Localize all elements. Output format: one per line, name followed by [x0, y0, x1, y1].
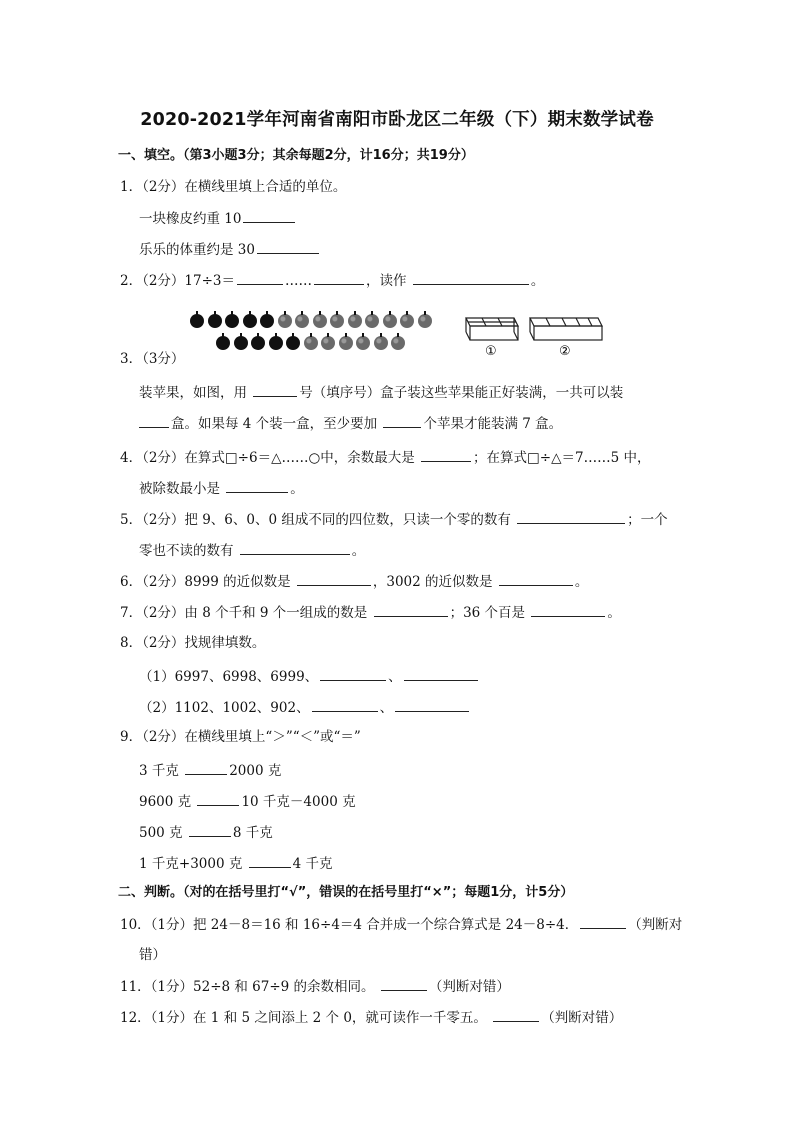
apple-stem	[336, 311, 338, 315]
apple-stem	[249, 311, 251, 315]
apple-stem	[327, 333, 329, 337]
answer-blank[interactable]	[421, 447, 471, 462]
box-2-drawing	[530, 318, 602, 340]
question-3-line-1	[139, 382, 623, 403]
apple-stem	[292, 333, 294, 337]
apple-stem	[397, 333, 399, 337]
answer-blank[interactable]	[413, 270, 529, 285]
apple-stem	[275, 333, 277, 337]
question-2-text: 2．（2分）17÷3＝	[120, 273, 236, 289]
question-10-line-2: 错）	[139, 947, 166, 963]
apple-stem	[319, 311, 321, 315]
apple-stem	[354, 311, 356, 315]
question-5-text-d: 。	[351, 543, 366, 559]
answer-blank[interactable]	[249, 853, 291, 868]
question-5-text-b: ；一个	[627, 512, 668, 528]
boxes-figure	[458, 310, 608, 360]
separator: 、	[388, 669, 402, 685]
answer-blank[interactable]	[257, 239, 319, 254]
apple-icon	[330, 314, 344, 328]
answer-blank[interactable]	[374, 602, 448, 617]
apple-icon	[356, 336, 370, 350]
apple-icon	[295, 314, 309, 328]
apple-icon	[313, 314, 327, 328]
answer-blank[interactable]	[531, 602, 605, 617]
compare-right: 10 千克－4000 克	[241, 794, 356, 810]
apple-icon	[251, 336, 265, 350]
answer-blank[interactable]	[580, 914, 626, 929]
compare-left: 3 千克	[139, 763, 179, 779]
box-2-label: ②	[559, 344, 571, 359]
compare-left: 1 千克+3000 克	[139, 856, 243, 872]
question-8-part-1	[139, 666, 480, 687]
question-4-text-d: 。	[290, 481, 304, 497]
apple-stem	[389, 311, 391, 315]
apple-icon	[260, 314, 274, 328]
apple-icon	[365, 314, 379, 328]
question-2-read-as: ，读作	[366, 273, 407, 289]
apple-stem	[284, 311, 286, 315]
apple-stem	[222, 333, 224, 337]
apple-stem	[406, 311, 408, 315]
apple-stem	[345, 333, 347, 337]
question-9-row-3	[139, 822, 273, 843]
question-9-row-1	[139, 760, 281, 781]
apple-icon	[208, 314, 222, 328]
question-4-text-a: 4．（2分）在算式□÷6＝△……○中，余数最大是	[120, 450, 415, 466]
apple-icon	[383, 314, 397, 328]
compare-right: 4 千克	[292, 856, 333, 872]
apple-icon	[225, 314, 239, 328]
answer-blank[interactable]	[499, 571, 573, 586]
question-2-end: 。	[530, 273, 545, 289]
question-2-dots: ……	[285, 273, 313, 289]
answer-blank[interactable]	[493, 1007, 539, 1022]
apple-icon	[400, 314, 414, 328]
question-1-item-b-text: 乐乐的体重约是 30	[139, 242, 255, 258]
question-11-text: 11．（1分）52÷8 和 67÷9 的余数相同。	[120, 979, 375, 995]
question-6-text-c: 。	[574, 574, 589, 590]
question-3-line-2	[139, 413, 562, 434]
question-6	[120, 571, 588, 592]
question-12-judge: （判断对错）	[541, 1010, 623, 1026]
apple-stem	[362, 333, 364, 337]
apple-icon	[190, 314, 204, 328]
apple-stem	[266, 311, 268, 315]
question-7-text-c: 。	[607, 605, 621, 621]
question-1-stem: 1．（2分）在横线里填上合适的单位。	[120, 179, 347, 195]
question-5-text-c: 零也不读的数有	[139, 543, 234, 559]
question-1-item-b	[139, 239, 321, 260]
apple-stem	[380, 333, 382, 337]
question-9-row-4	[139, 853, 333, 874]
apple-icon	[286, 336, 300, 350]
question-8-sequence-2: （2）1102、1002、902、	[139, 700, 310, 716]
section-heading-true-false: 二、判断。（对的在括号里打“√”，错误的在括号里打“×”；每题1分，计5分）	[118, 885, 574, 900]
apple-icon	[278, 314, 292, 328]
answer-blank[interactable]	[185, 760, 227, 775]
apple-stem	[424, 311, 426, 315]
question-8-stem: 8．（2分）找规律填数。	[120, 635, 266, 651]
question-3-text-a: 装苹果，如图，用	[139, 385, 247, 401]
answer-blank[interactable]	[404, 666, 478, 681]
section-heading-fill-in: 一、填空。（第3小题3分；其余每题2分，计16分；共19分）	[118, 148, 474, 163]
question-10-text: 10．（1分）把 24－8＝16 和 16÷4＝4 合并成一个综合算式是 24－8÷4．	[120, 917, 579, 933]
answer-blank[interactable]	[312, 697, 378, 712]
apple-icon	[391, 336, 405, 350]
question-4-line-2	[139, 478, 304, 499]
apple-icon	[321, 336, 335, 350]
question-10-judge: （判断对	[628, 917, 683, 933]
apple-icon	[243, 314, 257, 328]
apple-stem	[301, 311, 303, 315]
question-4-text-b: ；在算式□÷△＝7……5 中，	[473, 450, 651, 466]
question-9-stem: 9．（2分）在横线里填上“＞”“＜”或“＝”	[120, 729, 361, 745]
answer-blank[interactable]	[197, 791, 239, 806]
question-10-line-1	[120, 914, 682, 935]
question-11	[120, 976, 510, 997]
answer-blank[interactable]	[314, 270, 364, 285]
question-6-text-b: ，3002 的近似数是	[372, 574, 493, 590]
question-4-line-1	[120, 447, 650, 468]
question-8-part-2	[139, 697, 471, 718]
answer-blank[interactable]	[297, 571, 371, 586]
answer-blank[interactable]	[395, 697, 469, 712]
apple-stem	[196, 311, 198, 315]
apples-figure	[190, 310, 440, 356]
question-7-text-a: 7．（2分）由 8 个千和 9 个一组成的数是	[120, 605, 368, 621]
question-1-item-a	[139, 208, 297, 229]
answer-blank[interactable]	[320, 666, 386, 681]
separator: 、	[379, 700, 394, 716]
question-11-judge: （判断对错）	[428, 979, 510, 995]
compare-left: 9600 克	[139, 794, 192, 810]
box-1-drawing	[466, 318, 518, 340]
question-7-text-b: ；36 个百是	[449, 605, 526, 621]
question-7	[120, 602, 621, 623]
answer-blank[interactable]	[383, 413, 421, 428]
answer-blank[interactable]	[381, 976, 427, 991]
question-5-text-a: 5．（2分）把 9、6、0、0 组成不同的四位数，只读一个零的数有	[120, 512, 511, 528]
question-12-text: 12．（1分）在 1 和 5 之间添上 2 个 0，就可读作一千零五。	[120, 1010, 487, 1026]
compare-right: 8 千克	[232, 825, 273, 841]
answer-blank[interactable]	[517, 509, 625, 524]
apple-stem	[371, 311, 373, 315]
question-8-sequence-1: （1）6997、6998、6999、	[139, 669, 319, 685]
answer-blank[interactable]	[237, 270, 283, 285]
apple-stem	[231, 311, 233, 315]
answer-blank[interactable]	[253, 382, 297, 397]
apple-icon	[304, 336, 318, 350]
apple-icon	[339, 336, 353, 350]
question-3-text-d: 个苹果才能装满 7 盒。	[423, 416, 563, 432]
answer-blank[interactable]	[139, 413, 169, 428]
apple-icon	[348, 314, 362, 328]
apple-stem	[310, 333, 312, 337]
question-5-line-1	[120, 509, 668, 530]
apple-icon	[269, 336, 283, 350]
apple-stem	[257, 333, 259, 337]
apple-icon	[234, 336, 248, 350]
answer-blank[interactable]	[240, 540, 350, 555]
question-3-text-c: 盒。如果每 4 个装一盒，至少要加	[171, 416, 378, 432]
question-3-stem: 3．（3分）	[120, 351, 185, 367]
compare-left: 500 克	[139, 825, 183, 841]
question-5-line-2	[139, 540, 365, 561]
question-1-item-a-text: 一块橡皮约重 10	[139, 211, 242, 227]
apple-icon	[374, 336, 388, 350]
question-6-text-a: 6．（2分）8999 的近似数是	[120, 574, 291, 590]
apple-stem	[214, 311, 216, 315]
answer-blank[interactable]	[243, 208, 295, 223]
box-1-label: ①	[485, 344, 497, 359]
question-12	[120, 1007, 622, 1028]
apple-icon	[418, 314, 432, 328]
question-3-text-b: 号（填序号）盒子装这些苹果能正好装满，一共可以装	[299, 385, 624, 401]
question-4-text-c: 被除数最小是	[139, 481, 220, 497]
question-9-row-2	[139, 791, 356, 812]
question-2	[120, 270, 544, 291]
apple-icon	[216, 336, 230, 350]
apple-stem	[240, 333, 242, 337]
answer-blank[interactable]	[189, 822, 231, 837]
compare-right: 2000 克	[229, 763, 282, 779]
answer-blank[interactable]	[226, 478, 288, 493]
page-title: 2020-2021学年河南省南阳市卧龙区二年级（下）期末数学试卷	[140, 110, 654, 130]
